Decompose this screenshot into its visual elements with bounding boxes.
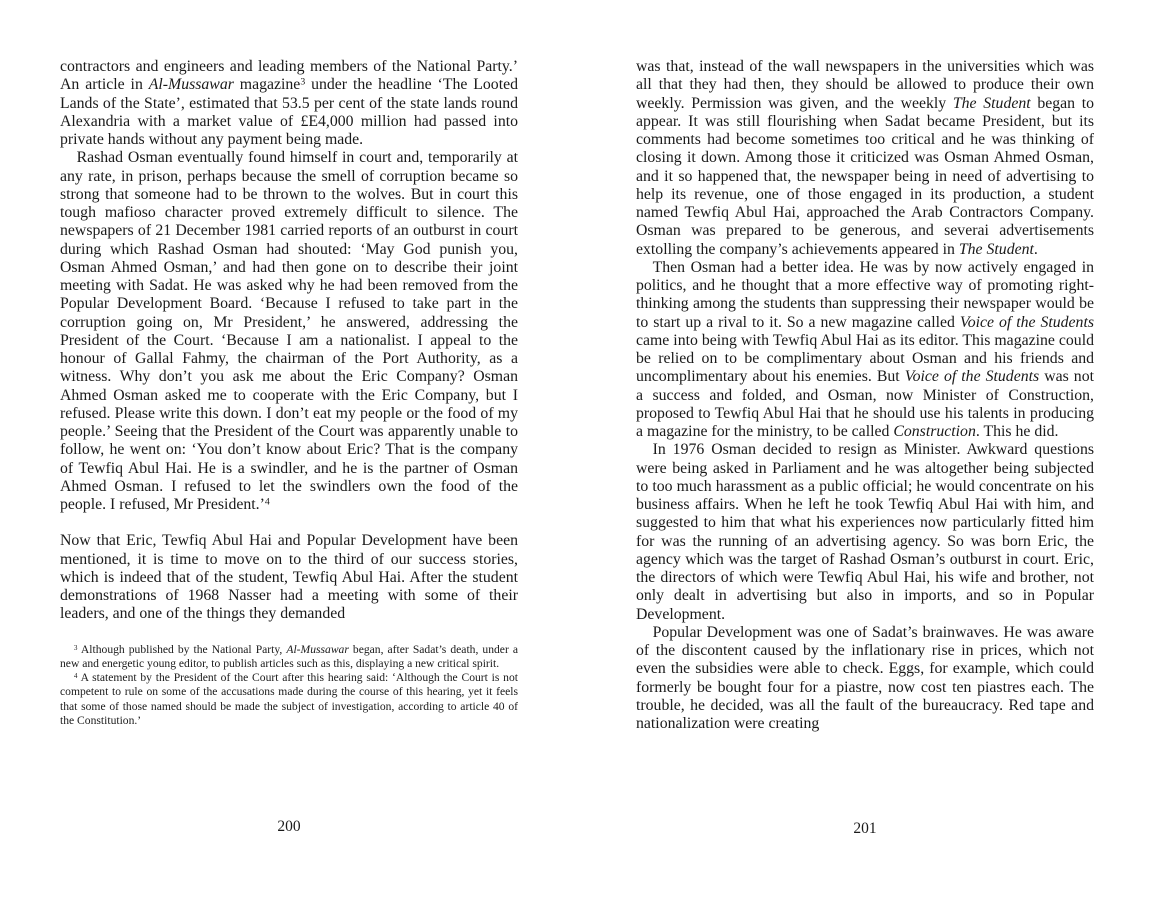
text-run: began to appear. It was still flourishing when Sadat became President, but its comments had become sometimes too critical and he was thinking of closing it down. Among those it criticized was Osman Ahmed Osman, and it so happened that, the newspaper being in need of advertising to help its revenue, one of those engaged in its production, a student named Tewfiq Abul Hai, approached the Arab Contractors Company. Osman was prepared to be generous, and severai advertisements extolling the company’s achievements appeared in <box>636 94 1095 258</box>
paragraph <box>60 532 518 623</box>
text-run: came into being with Tewfiq Abul Hai as its editor. This magazine could be relied on to be complimentary about Osman and his friends and uncomplimentary about his enemies. But <box>636 331 1094 386</box>
italic-title: Voice of the Students <box>959 313 1094 331</box>
italic-title: Construction <box>893 423 976 440</box>
text-run: was that, instead of the wall newspapers in the universities which was all that they had then, they should be allowed to produce their own weekly. Permission was given, and the weekly <box>636 58 1094 112</box>
paragraph <box>636 58 1094 259</box>
text-run: . This he did. <box>975 423 1059 440</box>
text-run: . <box>1033 240 1038 258</box>
paragraph <box>636 259 1094 442</box>
text-run: Rashad Osman eventually found himself in court and, temporarily at any rate, in prison, perhaps because the smell of corruption became so strong that someone had to be thrown to the wolves. But in court this tough mafioso character proved extremely difficult to silence. The newspapers of 21 December 1981 carried reports of an outburst in court during which Rashad Osman had shouted: ‘May God punish you, Osman Ahmed Osman,’ and had then gone on to describe their joint meeting with Sadat. He was asked why he had been removed from the Popular Development Board. ‘Because I refused to take part in the corruption going on, Mr President,’ he answered, addressing the President of the Court. ‘Because I am a nationalist. I appeal to the honour of Gallal Fahmy, the chairman of the Port Authority, as a witness. Why don’t you ask me about the Eric Company? Osman Ahmed Osman asked me to cooperate with the Eric Company, but I refused. Please write this down. I don’t eat my people or the food of my people.’ Seeing that the President of the Court was apparently unable to follow, he went on: ‘You don’t know about Eric? That is the company of Tewfiq Abul Hai. He is a swindler, and he is the partner of Osman Ahmed Osman. I refused to let the swindlers own the food of the people. I refused, Mr President.’ <box>60 149 518 513</box>
text-run: A statement by the President of the Court after this hearing said: ‘Although the Court is not competent to rule on some of the accusations made during the course of this hearing, yet it feels that some of those named should be made the subject of investigation, according to article 40 of the Constitution.’ <box>60 671 518 727</box>
italic-title: Voice of the Students <box>904 368 1040 386</box>
footnote <box>60 643 518 672</box>
right-page-body <box>636 58 1094 733</box>
page-number-left: 200 <box>277 818 301 835</box>
left-page-footnotes <box>60 643 518 729</box>
text-run: magazine <box>233 76 301 94</box>
text-run: Although published by the National Party, <box>77 642 287 656</box>
text-run: Popular Development was one of Sadat’s brainwaves. He was aware of the discontent caused by the inflationary rise in prices, which not even the subsidies were able to check. Eggs, for example, which could formerly be bought four for a piastre, now cost ten piastres each. The trouble, he decided, was all the fault of the bureaucracy. Red tape and nationalization were creating <box>636 623 1094 732</box>
italic-title: The Student <box>952 94 1031 112</box>
paragraph <box>636 624 1094 734</box>
text-run: In 1976 Osman decided to resign as Minister. Awkward questions were being asked in Parliament and he was altogether being subjected to too much harassment as a public official; he would concentrate on his business affairs. When he left he took Tewfiq Abul Hai with him, and suggested to him that what his experiences now particularly fitted him for was the running of an advertising agency. So was born Eric, the agency which was the target of Rashad Osman’s outburst in court. Eric, the directors of which were Tewfiq Abul Hai, his wife and brother, not only dealt in advertising but also in imports, and so in Popular Development. <box>636 441 1094 623</box>
italic-title: Al-Mussawar <box>148 76 234 94</box>
footnote <box>60 671 518 728</box>
page-number-right: 201 <box>853 820 877 837</box>
footnote-marker: 3 <box>73 643 78 652</box>
italic-title: The Student <box>958 240 1034 258</box>
text-run: contractors and engineers and leading members of the National Party.’ An article in <box>60 58 518 94</box>
italic-title: Al-Mussawar <box>286 642 349 656</box>
footnote-marker: 4 <box>264 496 270 508</box>
left-page-body <box>60 58 518 624</box>
right-page <box>636 58 1095 837</box>
text-run: was not a success and folded, and Osman, now Minister of Construction, proposed to Tewfiq Abul Hai that he should use his talents in producing a magazine for the ministry, to be called <box>636 368 1094 440</box>
footnote-marker: 3 <box>300 76 306 88</box>
text-run: under the headline ‘The Looted Lands of the State’, estimated that 53.5 per cent of the state lands round Alexandria with a market value of £E4,000 million had passed into private hands without any payment being made. <box>60 76 519 148</box>
paragraph <box>60 58 518 149</box>
paragraph <box>636 441 1094 624</box>
footnote-marker: 4 <box>73 671 78 680</box>
paragraph <box>60 149 518 514</box>
text-run: Now that Eric, Tewfiq Abul Hai and Popular Development have been mentioned, it is time to move on to the third of our success stories, which is indeed that of the student, Tewfiq Abul Hai. After the student demonstrations of 1968 Nasser had a meeting with some of their leaders, and one of the things they demanded <box>60 532 518 623</box>
left-page <box>60 58 519 835</box>
text-run: began, after Sadat’s death, under a new and energetic young editor, to publish articles such as this, displaying a new critical spirit. <box>60 642 518 670</box>
text-run: Then Osman had a better idea. He was by now actively engaged in politics, and he thought that a more effective way of promoting right-thinking among the students than suppressing their newspaper would be to start up a rival to it. So a new magazine called <box>636 258 1094 331</box>
